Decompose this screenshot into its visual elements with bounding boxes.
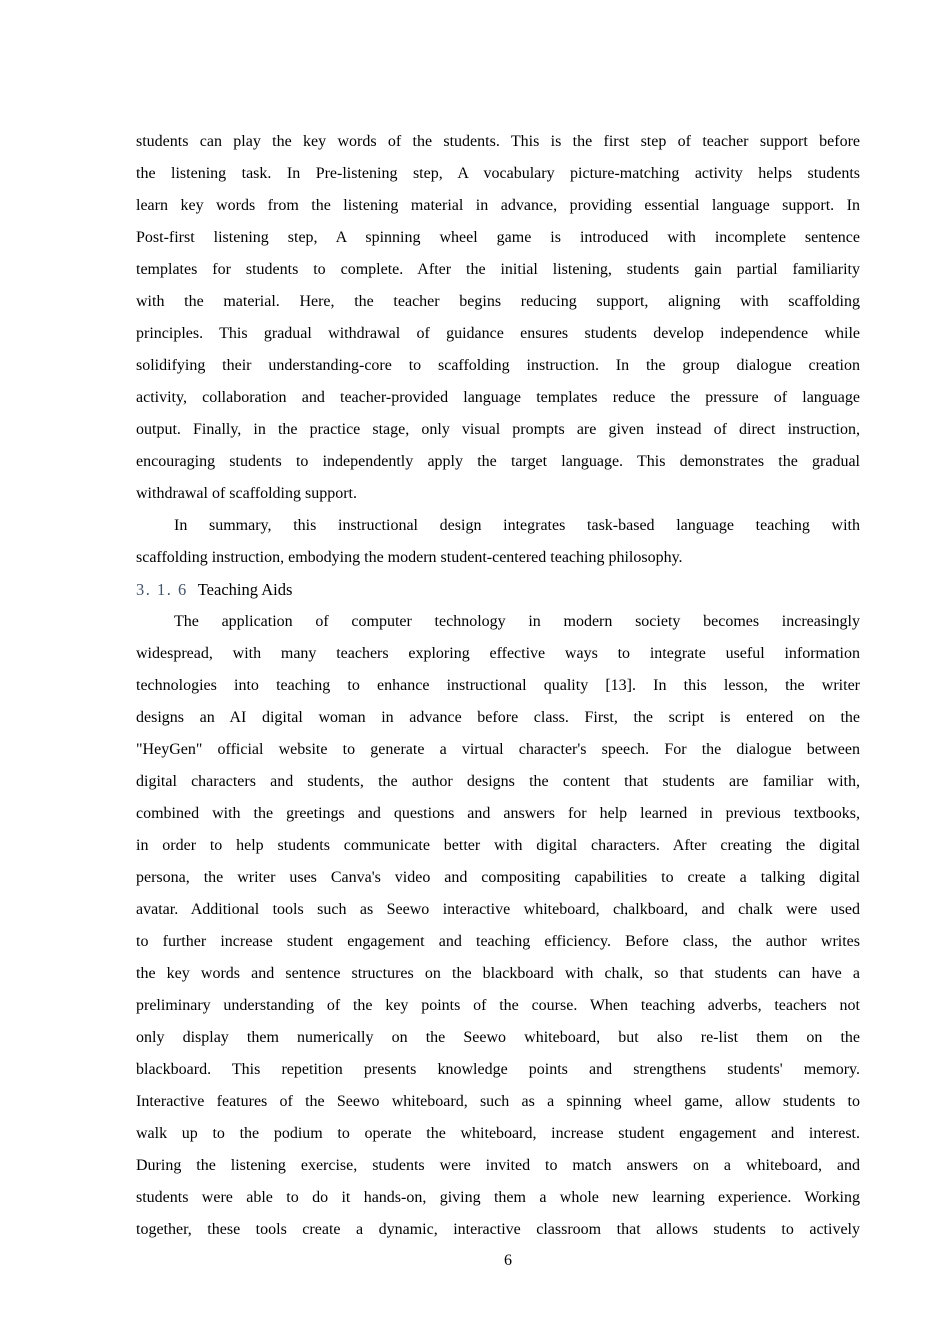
text-line: encouraging students to independently apply the target language. This demonstrates the gradual bbox=[136, 453, 860, 470]
text-line: preliminary understanding of the key points of the course. When teaching adverbs, teachers not bbox=[136, 997, 860, 1014]
section-number: 3. 1. 6 bbox=[136, 580, 188, 599]
text-line: Interactive features of the Seewo whiteboard, such as a spinning wheel game, allow students to bbox=[136, 1093, 860, 1110]
text-line: students can play the key words of the students. This is the first step of teacher support before bbox=[136, 133, 860, 150]
text-line: scaffolding instruction, embodying the modern student-centered teaching philosophy. bbox=[136, 549, 683, 566]
text-line: students were able to do it hands-on, giving them a whole new learning experience. Working bbox=[136, 1189, 860, 1206]
section-title: Teaching Aids bbox=[197, 580, 293, 599]
text-line: with the material. Here, the teacher begins reducing support, aligning with scaffolding bbox=[136, 293, 860, 310]
text-line: activity, collaboration and teacher-provided language templates reduce the pressure of language bbox=[136, 389, 860, 406]
page-footer bbox=[136, 1251, 880, 1271]
text-line: walk up to the podium to operate the whiteboard, increase student engagement and interest. bbox=[136, 1125, 860, 1142]
text-line: in order to help students communicate better with digital characters. After creating the digital bbox=[136, 837, 860, 854]
text-line: "HeyGen" official website to generate a virtual character's speech. For the dialogue between bbox=[136, 741, 860, 758]
text-line: During the listening exercise, students were invited to match answers on a whiteboard, and bbox=[136, 1157, 860, 1174]
text-line: blackboard. This repetition presents knowledge points and strengthens students' memory. bbox=[136, 1061, 860, 1078]
text-line: output. Finally, in the practice stage, only visual prompts are given instead of direct instruction, bbox=[136, 421, 860, 438]
text-block bbox=[136, 126, 860, 1246]
body-paragraph bbox=[136, 510, 860, 574]
text-line: the listening task. In Pre-listening step, A vocabulary picture-matching activity helps students bbox=[136, 165, 860, 182]
text-line: widespread, with many teachers exploring effective ways to integrate useful information bbox=[136, 645, 860, 662]
page-number: 6 bbox=[504, 1252, 512, 1269]
text-line: templates for students to complete. After the initial listening, students gain partial familiarity bbox=[136, 261, 860, 278]
body-paragraph bbox=[136, 126, 860, 510]
text-line: digital characters and students, the author designs the content that students are familiar with, bbox=[136, 773, 860, 790]
text-line: principles. This gradual withdrawal of guidance ensures students develop independence while bbox=[136, 325, 860, 342]
text-line: designs an AI digital woman in advance before class. First, the script is entered on the bbox=[136, 709, 860, 726]
text-line: learn key words from the listening material in advance, providing essential language support. In bbox=[136, 197, 860, 214]
text-line: combined with the greetings and questions and answers for help learned in previous textbooks, bbox=[136, 805, 860, 822]
text-line: only display them numerically on the Seewo whiteboard, but also re-list them on the bbox=[136, 1029, 860, 1046]
text-line: together, these tools create a dynamic, interactive classroom that allows students to actively bbox=[136, 1221, 860, 1238]
text-line: solidifying their understanding-core to scaffolding instruction. In the group dialogue creation bbox=[136, 357, 860, 374]
text-line: avatar. Additional tools such as Seewo interactive whiteboard, chalkboard, and chalk were used bbox=[136, 901, 860, 918]
text-line: the key words and sentence structures on the blackboard with chalk, so that students can have a bbox=[136, 965, 860, 982]
text-line: persona, the writer uses Canva's video and compositing capabilities to create a talking digital bbox=[136, 869, 860, 886]
body-paragraph bbox=[136, 606, 860, 1246]
text-line: technologies into teaching to enhance instructional quality [13]. In this lesson, the writer bbox=[136, 677, 860, 694]
text-line: to further increase student engagement and teaching efficiency. Before class, the author writes bbox=[136, 933, 860, 950]
text-line: The application of computer technology in modern society becomes increasingly bbox=[174, 613, 860, 630]
text-line: In summary, this instructional design integrates task-based language teaching with bbox=[174, 517, 860, 534]
section-heading bbox=[136, 574, 860, 606]
text-line: Post-first listening step, A spinning wheel game is introduced with incomplete sentence bbox=[136, 229, 860, 246]
text-line: withdrawal of scaffolding support. bbox=[136, 485, 357, 502]
